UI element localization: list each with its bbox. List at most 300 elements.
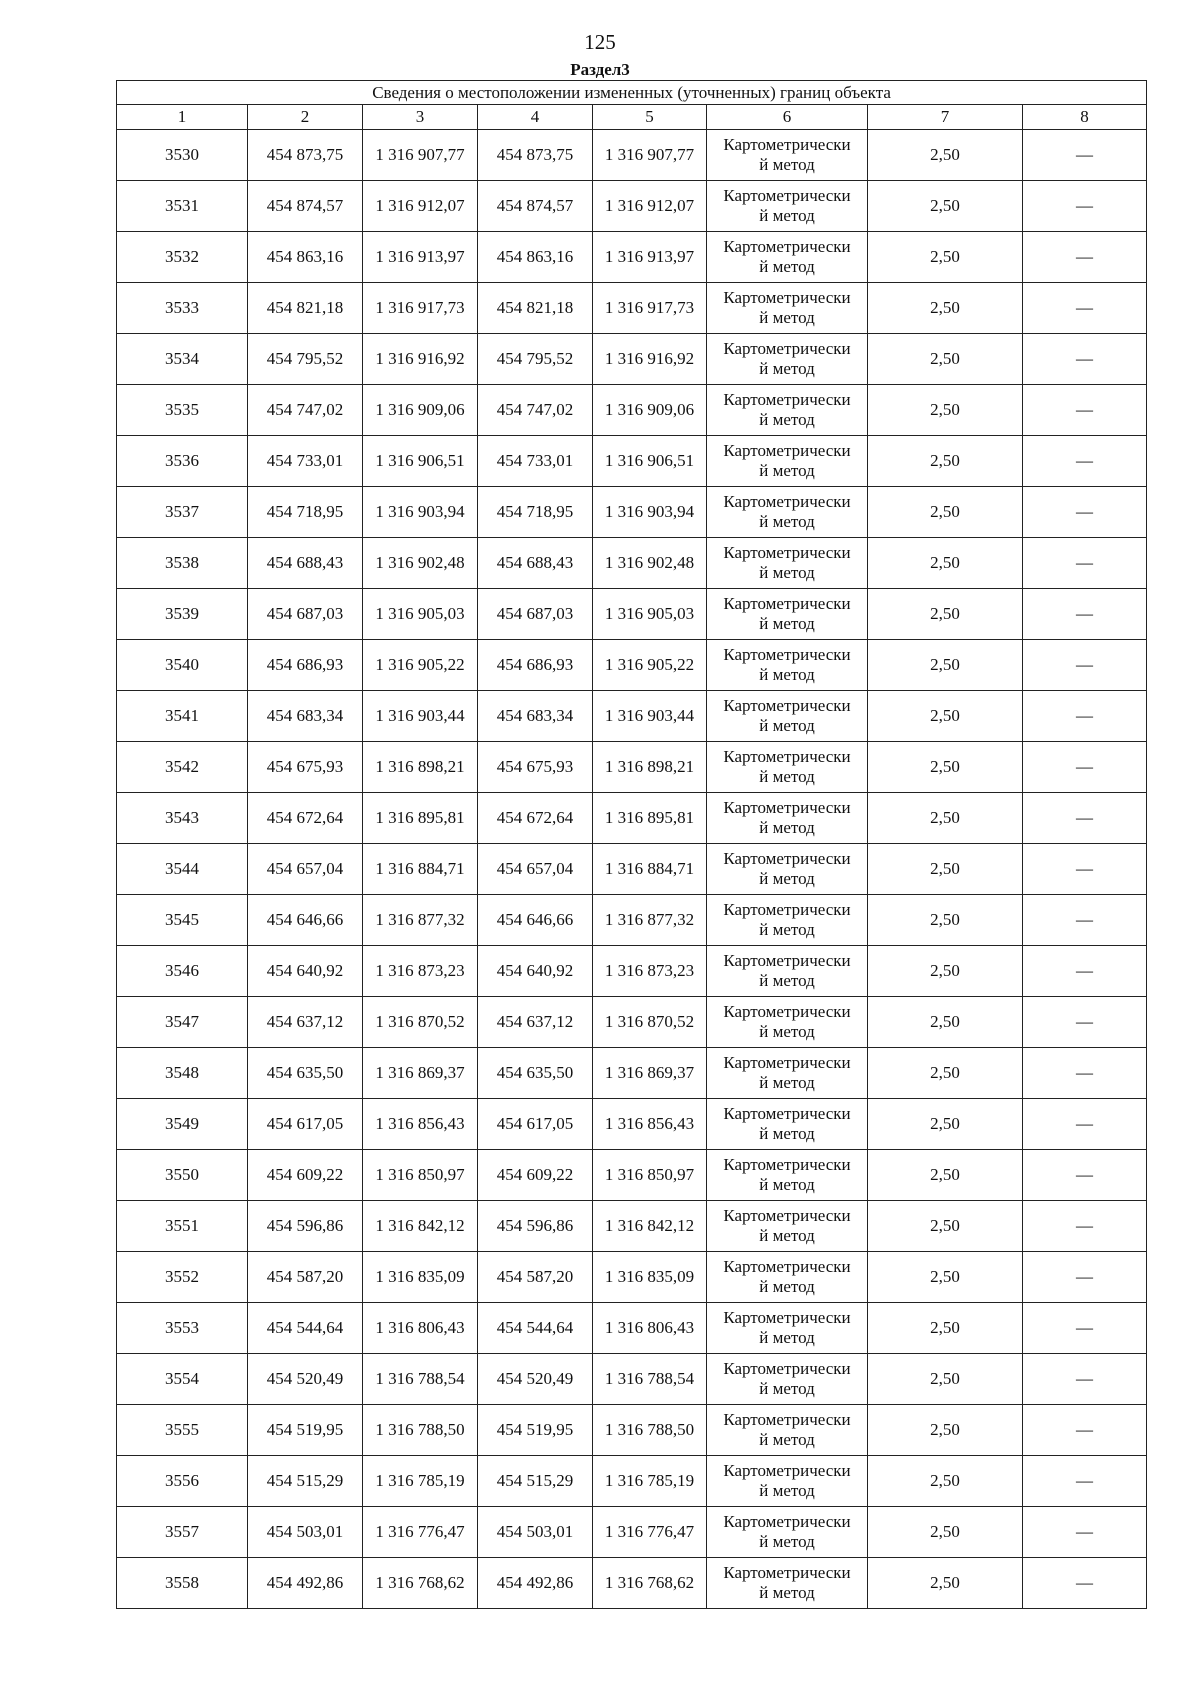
page-number: 125: [584, 30, 616, 54]
method-line-1: Картометрически: [723, 1410, 851, 1429]
description-cell: —: [1023, 1558, 1147, 1609]
point-number-cell: 3534: [117, 334, 248, 385]
old-x-cell: 454 609,22: [248, 1150, 363, 1201]
table-row: [117, 1558, 1147, 1609]
method-line-2: й метод: [759, 614, 815, 633]
old-y-cell: 1 316 909,06: [363, 385, 478, 436]
point-number-cell: 3545: [117, 895, 248, 946]
old-x-cell: 454 515,29: [248, 1456, 363, 1507]
new-y-cell: 1 316 898,21: [593, 742, 707, 793]
description-cell: —: [1023, 742, 1147, 793]
method-cell: [707, 334, 868, 385]
method-line-1: Картометрически: [723, 696, 851, 715]
description-cell: —: [1023, 334, 1147, 385]
method-line-2: й метод: [759, 1022, 815, 1041]
new-y-cell: 1 316 776,47: [593, 1507, 707, 1558]
new-x-cell: 454 874,57: [478, 181, 593, 232]
method-line-1: Картометрически: [723, 186, 851, 205]
method-line-1: Картометрически: [723, 1563, 851, 1582]
method-cell: [707, 1456, 868, 1507]
method-line-2: й метод: [759, 512, 815, 531]
old-y-cell: 1 316 842,12: [363, 1201, 478, 1252]
description-cell: —: [1023, 997, 1147, 1048]
new-y-cell: 1 316 913,97: [593, 232, 707, 283]
table-row: [117, 232, 1147, 283]
new-y-cell: 1 316 835,09: [593, 1252, 707, 1303]
new-y-cell: 1 316 870,52: [593, 997, 707, 1048]
old-y-cell: 1 316 884,71: [363, 844, 478, 895]
old-y-cell: 1 316 869,37: [363, 1048, 478, 1099]
point-number-cell: 3532: [117, 232, 248, 283]
point-number-cell: 3558: [117, 1558, 248, 1609]
table-row: [117, 793, 1147, 844]
method-line-2: й метод: [759, 767, 815, 786]
point-number-cell: 3539: [117, 589, 248, 640]
old-x-cell: 454 672,64: [248, 793, 363, 844]
method-line-1: Картометрически: [723, 1461, 851, 1480]
method-cell: [707, 232, 868, 283]
old-x-cell: 454 795,52: [248, 334, 363, 385]
accuracy-cell: 2,50: [868, 691, 1023, 742]
description-cell: —: [1023, 946, 1147, 997]
description-cell: —: [1023, 385, 1147, 436]
new-x-cell: 454 683,34: [478, 691, 593, 742]
point-number-cell: 3537: [117, 487, 248, 538]
description-cell: —: [1023, 1099, 1147, 1150]
new-y-cell: 1 316 917,73: [593, 283, 707, 334]
old-x-cell: 454 646,66: [248, 895, 363, 946]
accuracy-cell: 2,50: [868, 1507, 1023, 1558]
description-cell: —: [1023, 283, 1147, 334]
method-cell: [707, 1048, 868, 1099]
method-line-2: й метод: [759, 1430, 815, 1449]
old-x-cell: 454 617,05: [248, 1099, 363, 1150]
point-number-cell: 3533: [117, 283, 248, 334]
method-cell: [707, 436, 868, 487]
column-header-2: 2: [248, 105, 363, 130]
accuracy-cell: 2,50: [868, 793, 1023, 844]
method-line-1: Картометрически: [723, 1257, 851, 1276]
new-y-cell: 1 316 806,43: [593, 1303, 707, 1354]
table-body: [117, 130, 1147, 1609]
old-y-cell: 1 316 907,77: [363, 130, 478, 181]
table-row: [117, 130, 1147, 181]
accuracy-cell: 2,50: [868, 1252, 1023, 1303]
method-line-2: й метод: [759, 1226, 815, 1245]
new-x-cell: 454 687,03: [478, 589, 593, 640]
method-line-1: Картометрически: [723, 900, 851, 919]
method-line-1: Картометрически: [723, 849, 851, 868]
table-row: [117, 589, 1147, 640]
accuracy-cell: 2,50: [868, 232, 1023, 283]
table-row: [117, 844, 1147, 895]
method-line-2: й метод: [759, 1277, 815, 1296]
accuracy-cell: 2,50: [868, 1303, 1023, 1354]
method-cell: [707, 895, 868, 946]
old-x-cell: 454 688,43: [248, 538, 363, 589]
method-line-1: Картометрически: [723, 543, 851, 562]
old-y-cell: 1 316 916,92: [363, 334, 478, 385]
accuracy-cell: 2,50: [868, 946, 1023, 997]
old-x-cell: 454 874,57: [248, 181, 363, 232]
old-y-cell: 1 316 913,97: [363, 232, 478, 283]
new-y-cell: 1 316 912,07: [593, 181, 707, 232]
description-cell: —: [1023, 130, 1147, 181]
point-number-cell: 3531: [117, 181, 248, 232]
method-line-2: й метод: [759, 665, 815, 684]
method-line-1: Картометрически: [723, 1359, 851, 1378]
accuracy-cell: 2,50: [868, 640, 1023, 691]
old-y-cell: 1 316 903,94: [363, 487, 478, 538]
boundary-coordinates-table: [116, 80, 1147, 1609]
method-line-2: й метод: [759, 257, 815, 276]
point-number-cell: 3540: [117, 640, 248, 691]
point-number-cell: 3549: [117, 1099, 248, 1150]
table-row: [117, 1456, 1147, 1507]
table-row: [117, 487, 1147, 538]
new-x-cell: 454 544,64: [478, 1303, 593, 1354]
method-cell: [707, 742, 868, 793]
method-line-2: й метод: [759, 206, 815, 225]
method-line-2: й метод: [759, 308, 815, 327]
method-line-1: Картометрически: [723, 492, 851, 511]
new-x-cell: 454 596,86: [478, 1201, 593, 1252]
method-line-1: Картометрически: [723, 1104, 851, 1123]
description-cell: —: [1023, 1150, 1147, 1201]
point-number-cell: 3548: [117, 1048, 248, 1099]
table-row: [117, 1405, 1147, 1456]
new-y-cell: 1 316 788,54: [593, 1354, 707, 1405]
old-x-cell: 454 492,86: [248, 1558, 363, 1609]
method-cell: [707, 1099, 868, 1150]
method-line-1: Картометрически: [723, 1155, 851, 1174]
new-x-cell: 454 609,22: [478, 1150, 593, 1201]
point-number-cell: 3530: [117, 130, 248, 181]
old-x-cell: 454 863,16: [248, 232, 363, 283]
method-line-1: Картометрически: [723, 645, 851, 664]
old-y-cell: 1 316 877,32: [363, 895, 478, 946]
new-x-cell: 454 640,92: [478, 946, 593, 997]
method-line-2: й метод: [759, 971, 815, 990]
description-cell: —: [1023, 895, 1147, 946]
method-line-2: й метод: [759, 818, 815, 837]
column-header-8: 8: [1023, 105, 1147, 130]
table-row: [117, 385, 1147, 436]
old-y-cell: 1 316 806,43: [363, 1303, 478, 1354]
table-row: [117, 946, 1147, 997]
table-row: [117, 691, 1147, 742]
accuracy-cell: 2,50: [868, 1354, 1023, 1405]
new-x-cell: 454 503,01: [478, 1507, 593, 1558]
method-line-2: й метод: [759, 1175, 815, 1194]
column-header-4: 4: [478, 105, 593, 130]
table-row: [117, 895, 1147, 946]
method-cell: [707, 181, 868, 232]
old-x-cell: 454 686,93: [248, 640, 363, 691]
method-line-1: Картометрически: [723, 798, 851, 817]
table-row: [117, 1507, 1147, 1558]
point-number-cell: 3550: [117, 1150, 248, 1201]
old-y-cell: 1 316 788,54: [363, 1354, 478, 1405]
new-y-cell: 1 316 873,23: [593, 946, 707, 997]
new-y-cell: 1 316 906,51: [593, 436, 707, 487]
new-y-cell: 1 316 785,19: [593, 1456, 707, 1507]
description-cell: —: [1023, 640, 1147, 691]
new-y-cell: 1 316 856,43: [593, 1099, 707, 1150]
column-header-1: 1: [117, 105, 248, 130]
table-row: [117, 1150, 1147, 1201]
new-x-cell: 454 635,50: [478, 1048, 593, 1099]
accuracy-cell: 2,50: [868, 1201, 1023, 1252]
method-cell: [707, 1354, 868, 1405]
method-line-2: й метод: [759, 155, 815, 174]
method-cell: [707, 946, 868, 997]
description-cell: —: [1023, 691, 1147, 742]
description-cell: —: [1023, 538, 1147, 589]
old-x-cell: 454 637,12: [248, 997, 363, 1048]
old-y-cell: 1 316 902,48: [363, 538, 478, 589]
new-y-cell: 1 316 895,81: [593, 793, 707, 844]
old-x-cell: 454 683,34: [248, 691, 363, 742]
new-x-cell: 454 617,05: [478, 1099, 593, 1150]
method-line-2: й метод: [759, 869, 815, 888]
method-line-2: й метод: [759, 920, 815, 939]
new-y-cell: 1 316 768,62: [593, 1558, 707, 1609]
new-x-cell: 454 747,02: [478, 385, 593, 436]
description-cell: —: [1023, 1507, 1147, 1558]
method-line-2: й метод: [759, 410, 815, 429]
accuracy-cell: 2,50: [868, 385, 1023, 436]
method-cell: [707, 1303, 868, 1354]
old-y-cell: 1 316 768,62: [363, 1558, 478, 1609]
table-row: [117, 538, 1147, 589]
method-line-1: Картометрически: [723, 1308, 851, 1327]
method-line-1: Картометрически: [723, 747, 851, 766]
method-cell: [707, 691, 868, 742]
new-x-cell: 454 863,16: [478, 232, 593, 283]
method-line-1: Картометрически: [723, 951, 851, 970]
accuracy-cell: 2,50: [868, 742, 1023, 793]
old-y-cell: 1 316 903,44: [363, 691, 478, 742]
method-cell: [707, 1558, 868, 1609]
method-line-2: й метод: [759, 1532, 815, 1551]
new-x-cell: 454 637,12: [478, 997, 593, 1048]
method-line-1: Картометрически: [723, 390, 851, 409]
new-x-cell: 454 795,52: [478, 334, 593, 385]
method-line-2: й метод: [759, 1124, 815, 1143]
description-cell: —: [1023, 1048, 1147, 1099]
old-y-cell: 1 316 856,43: [363, 1099, 478, 1150]
point-number-cell: 3535: [117, 385, 248, 436]
method-cell: [707, 640, 868, 691]
point-number-cell: 3542: [117, 742, 248, 793]
method-line-1: Картометрически: [723, 1206, 851, 1225]
column-header-3: 3: [363, 105, 478, 130]
old-y-cell: 1 316 917,73: [363, 283, 478, 334]
method-line-1: Картометрически: [723, 1002, 851, 1021]
new-x-cell: 454 675,93: [478, 742, 593, 793]
table-row: [117, 1201, 1147, 1252]
method-line-2: й метод: [759, 1379, 815, 1398]
method-line-1: Картометрически: [723, 288, 851, 307]
method-cell: [707, 589, 868, 640]
new-y-cell: 1 316 905,03: [593, 589, 707, 640]
new-x-cell: 454 821,18: [478, 283, 593, 334]
old-y-cell: 1 316 906,51: [363, 436, 478, 487]
method-cell: [707, 538, 868, 589]
table-row: [117, 1303, 1147, 1354]
new-x-cell: 454 515,29: [478, 1456, 593, 1507]
old-y-cell: 1 316 835,09: [363, 1252, 478, 1303]
point-number-cell: 3551: [117, 1201, 248, 1252]
method-cell: [707, 793, 868, 844]
old-x-cell: 454 873,75: [248, 130, 363, 181]
new-y-cell: 1 316 916,92: [593, 334, 707, 385]
accuracy-cell: 2,50: [868, 1048, 1023, 1099]
old-x-cell: 454 587,20: [248, 1252, 363, 1303]
new-x-cell: 454 688,43: [478, 538, 593, 589]
new-y-cell: 1 316 905,22: [593, 640, 707, 691]
method-line-1: Картометрически: [723, 339, 851, 358]
accuracy-cell: 2,50: [868, 334, 1023, 385]
method-line-2: й метод: [759, 563, 815, 582]
column-header-5: 5: [593, 105, 707, 130]
point-number-cell: 3546: [117, 946, 248, 997]
method-line-2: й метод: [759, 1481, 815, 1500]
old-x-cell: 454 520,49: [248, 1354, 363, 1405]
new-y-cell: 1 316 842,12: [593, 1201, 707, 1252]
old-x-cell: 454 657,04: [248, 844, 363, 895]
point-number-cell: 3556: [117, 1456, 248, 1507]
method-cell: [707, 1507, 868, 1558]
description-cell: —: [1023, 793, 1147, 844]
method-cell: [707, 1252, 868, 1303]
old-x-cell: 454 640,92: [248, 946, 363, 997]
new-y-cell: 1 316 788,50: [593, 1405, 707, 1456]
new-y-cell: 1 316 877,32: [593, 895, 707, 946]
new-y-cell: 1 316 907,77: [593, 130, 707, 181]
description-cell: —: [1023, 232, 1147, 283]
old-x-cell: 454 596,86: [248, 1201, 363, 1252]
point-number-cell: 3541: [117, 691, 248, 742]
new-x-cell: 454 492,86: [478, 1558, 593, 1609]
old-x-cell: 454 503,01: [248, 1507, 363, 1558]
table-caption: Сведения о местоположении измененных (уточненных) границ объекта: [117, 81, 1147, 105]
table-row: [117, 334, 1147, 385]
old-y-cell: 1 316 895,81: [363, 793, 478, 844]
old-x-cell: 454 733,01: [248, 436, 363, 487]
accuracy-cell: 2,50: [868, 130, 1023, 181]
accuracy-cell: 2,50: [868, 589, 1023, 640]
new-y-cell: 1 316 850,97: [593, 1150, 707, 1201]
old-y-cell: 1 316 898,21: [363, 742, 478, 793]
accuracy-cell: 2,50: [868, 895, 1023, 946]
old-y-cell: 1 316 776,47: [363, 1507, 478, 1558]
accuracy-cell: 2,50: [868, 538, 1023, 589]
description-cell: —: [1023, 1456, 1147, 1507]
table-row: [117, 181, 1147, 232]
table-row: [117, 1354, 1147, 1405]
old-x-cell: 454 675,93: [248, 742, 363, 793]
accuracy-cell: 2,50: [868, 844, 1023, 895]
method-line-2: й метод: [759, 461, 815, 480]
section-title: Раздел3: [570, 60, 630, 79]
method-line-1: Картометрически: [723, 1512, 851, 1531]
accuracy-cell: 2,50: [868, 1099, 1023, 1150]
table-row: [117, 436, 1147, 487]
description-cell: —: [1023, 436, 1147, 487]
method-cell: [707, 1201, 868, 1252]
method-cell: [707, 130, 868, 181]
method-cell: [707, 385, 868, 436]
description-cell: —: [1023, 1405, 1147, 1456]
accuracy-cell: 2,50: [868, 1405, 1023, 1456]
old-y-cell: 1 316 905,22: [363, 640, 478, 691]
accuracy-cell: 2,50: [868, 1456, 1023, 1507]
method-cell: [707, 844, 868, 895]
new-x-cell: 454 672,64: [478, 793, 593, 844]
accuracy-cell: 2,50: [868, 283, 1023, 334]
method-cell: [707, 997, 868, 1048]
method-cell: [707, 1150, 868, 1201]
old-x-cell: 454 519,95: [248, 1405, 363, 1456]
new-x-cell: 454 686,93: [478, 640, 593, 691]
point-number-cell: 3547: [117, 997, 248, 1048]
new-y-cell: 1 316 903,94: [593, 487, 707, 538]
method-line-2: й метод: [759, 1328, 815, 1347]
new-x-cell: 454 587,20: [478, 1252, 593, 1303]
old-y-cell: 1 316 912,07: [363, 181, 478, 232]
point-number-cell: 3555: [117, 1405, 248, 1456]
old-x-cell: 454 544,64: [248, 1303, 363, 1354]
old-y-cell: 1 316 788,50: [363, 1405, 478, 1456]
old-x-cell: 454 718,95: [248, 487, 363, 538]
point-number-cell: 3554: [117, 1354, 248, 1405]
description-cell: —: [1023, 589, 1147, 640]
point-number-cell: 3552: [117, 1252, 248, 1303]
accuracy-cell: 2,50: [868, 487, 1023, 538]
new-y-cell: 1 316 909,06: [593, 385, 707, 436]
column-header-6: 6: [707, 105, 868, 130]
method-line-1: Картометрически: [723, 594, 851, 613]
old-x-cell: 454 687,03: [248, 589, 363, 640]
new-x-cell: 454 520,49: [478, 1354, 593, 1405]
description-cell: —: [1023, 1354, 1147, 1405]
new-x-cell: 454 519,95: [478, 1405, 593, 1456]
point-number-cell: 3557: [117, 1507, 248, 1558]
method-line-1: Картометрически: [723, 441, 851, 460]
method-line-2: й метод: [759, 359, 815, 378]
accuracy-cell: 2,50: [868, 1150, 1023, 1201]
method-line-1: Картометрически: [723, 237, 851, 256]
old-y-cell: 1 316 785,19: [363, 1456, 478, 1507]
method-line-2: й метод: [759, 1583, 815, 1602]
point-number-cell: 3544: [117, 844, 248, 895]
accuracy-cell: 2,50: [868, 436, 1023, 487]
table-row: [117, 283, 1147, 334]
point-number-cell: 3543: [117, 793, 248, 844]
point-number-cell: 3553: [117, 1303, 248, 1354]
method-cell: [707, 283, 868, 334]
old-y-cell: 1 316 850,97: [363, 1150, 478, 1201]
new-y-cell: 1 316 903,44: [593, 691, 707, 742]
new-y-cell: 1 316 884,71: [593, 844, 707, 895]
table-row: [117, 1048, 1147, 1099]
old-x-cell: 454 747,02: [248, 385, 363, 436]
description-cell: —: [1023, 1252, 1147, 1303]
method-line-2: й метод: [759, 1073, 815, 1092]
accuracy-cell: 2,50: [868, 997, 1023, 1048]
